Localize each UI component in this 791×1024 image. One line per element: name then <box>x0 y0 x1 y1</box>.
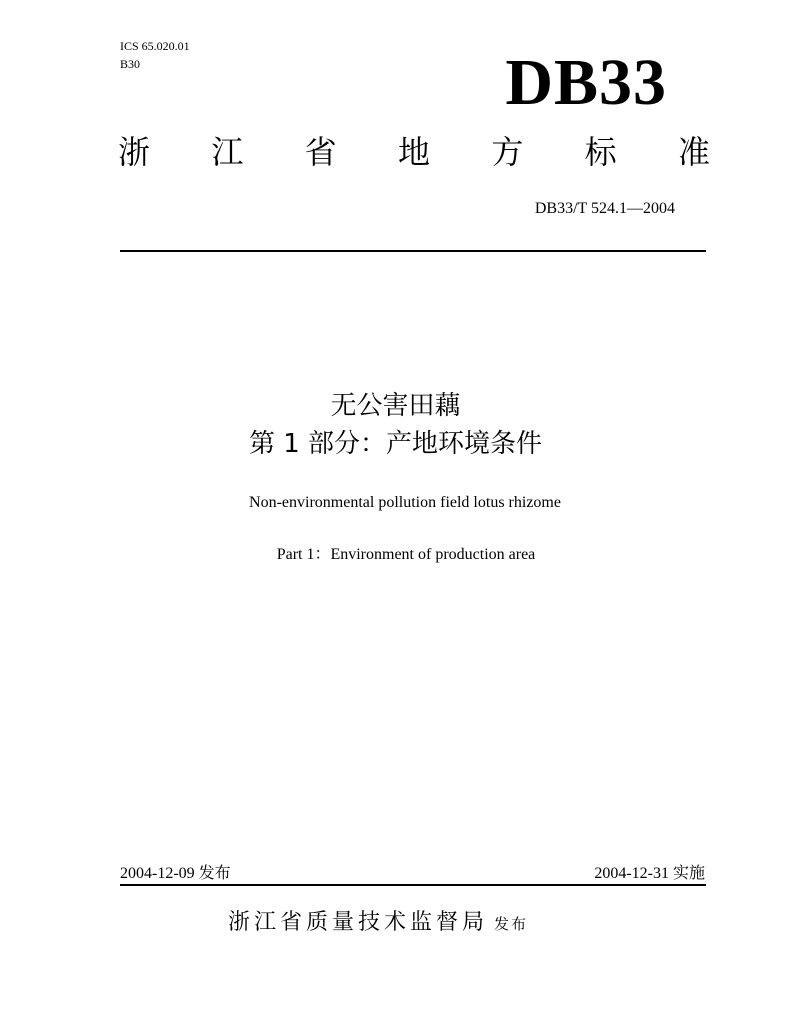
standard-type-char: 省 <box>304 133 337 171</box>
header-codes <box>120 37 190 73</box>
db33-logo: DB33 <box>505 46 667 119</box>
document-part-title-en: Part 1：Environment of production area <box>276 546 536 563</box>
standard-type-char: 准 <box>677 133 710 171</box>
document-title-zh: 无公害田藕 <box>330 391 461 421</box>
standard-type-char: 标 <box>584 133 617 171</box>
implementation-date: 2004-12-31 实施 <box>594 865 705 882</box>
footer-divider <box>120 884 706 886</box>
issue-date: 2004-12-09 发布 <box>120 865 231 882</box>
document-part-title-zh: 第 1 部分：产地环境条件 <box>248 429 543 459</box>
classification-code: B30 <box>120 57 141 71</box>
publisher-verb: 发布 <box>494 915 529 933</box>
header-divider <box>120 250 706 252</box>
standard-type-char: 地 <box>397 133 430 171</box>
standard-type-char: 方 <box>491 133 524 171</box>
publisher-name: 浙江省质量技术监督局 <box>228 910 489 935</box>
standard-type-char: 浙 <box>118 133 151 171</box>
ics-code: ICS 65.020.01 <box>120 39 190 53</box>
publisher-line <box>228 906 528 941</box>
standard-number: DB33/T 524.1—2004 <box>534 200 675 217</box>
standard-type-char: 江 <box>211 133 244 171</box>
standard-type-heading <box>118 130 710 174</box>
document-title-en: Non-environmental pollution field lotus rhizome <box>249 494 561 511</box>
